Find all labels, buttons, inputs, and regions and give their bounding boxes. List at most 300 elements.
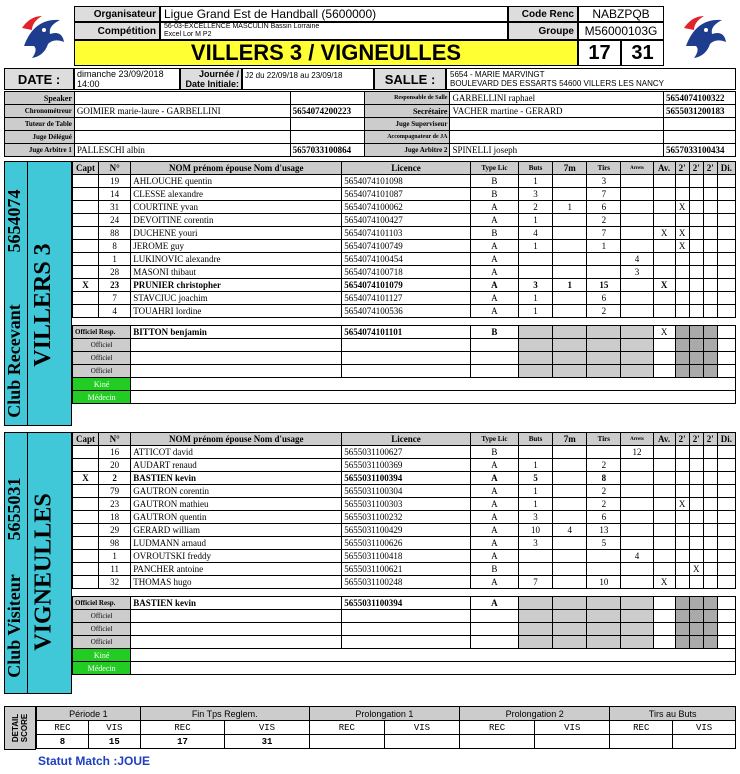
player-av bbox=[653, 446, 675, 459]
player-lic: 5655031100418 bbox=[342, 550, 471, 563]
player-arrets bbox=[621, 485, 653, 498]
spacer-cell bbox=[621, 589, 653, 597]
officiel-di bbox=[717, 352, 735, 365]
player-di bbox=[717, 524, 735, 537]
officiel-av bbox=[653, 352, 675, 365]
resp-salle-label: Responsable de Salle bbox=[364, 92, 450, 105]
score-vis-label: VIS bbox=[535, 721, 610, 735]
secretaire-name: VACHER martine - GERARD bbox=[450, 105, 664, 118]
officiel-d2 bbox=[689, 352, 703, 365]
player-type: A bbox=[470, 292, 518, 305]
score-period-header: Prolongation 1 bbox=[309, 707, 459, 721]
player-num: 23 bbox=[99, 498, 131, 511]
player-m7 bbox=[553, 485, 587, 498]
player-type: A bbox=[470, 253, 518, 266]
player-di bbox=[717, 472, 735, 485]
player-type: A bbox=[470, 550, 518, 563]
player-av bbox=[653, 459, 675, 472]
player-d1 bbox=[675, 537, 689, 550]
col-header-m7: 7m bbox=[553, 433, 587, 446]
score-rec-value: 8 bbox=[37, 735, 89, 749]
col-header-di: Di. bbox=[717, 162, 735, 175]
score-vis-value bbox=[535, 735, 610, 749]
score-vis-value bbox=[673, 735, 736, 749]
ffhb-logo-right bbox=[676, 8, 734, 66]
player-type: A bbox=[470, 266, 518, 279]
player-av bbox=[653, 305, 675, 318]
player-m7 bbox=[553, 576, 587, 589]
secretaire-licence: 5655031200183 bbox=[663, 105, 735, 118]
player-row bbox=[73, 266, 736, 279]
officiel-tirs bbox=[587, 623, 621, 636]
score-rec-label: REC bbox=[37, 721, 89, 735]
col-header-tirs: Tirs bbox=[587, 433, 621, 446]
player-d3 bbox=[703, 511, 717, 524]
player-nom: AUDART renaud bbox=[131, 459, 342, 472]
player-d1 bbox=[675, 175, 689, 188]
officiel-name bbox=[131, 636, 342, 649]
player-d1 bbox=[675, 279, 689, 292]
player-num: 98 bbox=[99, 537, 131, 550]
player-capt bbox=[73, 550, 99, 563]
player-nom: DUCHENE youri bbox=[131, 227, 342, 240]
player-type: A bbox=[470, 201, 518, 214]
player-num: 79 bbox=[99, 485, 131, 498]
player-d2 bbox=[689, 550, 703, 563]
player-tirs: 5 bbox=[587, 537, 621, 550]
score-period-header: Tirs au Buts bbox=[610, 707, 736, 721]
player-buts bbox=[518, 253, 552, 266]
officiel-resp-di bbox=[717, 326, 735, 339]
player-nom: THOMAS hugo bbox=[131, 576, 342, 589]
player-d3 bbox=[703, 253, 717, 266]
officiel-buts bbox=[518, 365, 552, 378]
medecin-label: Médecin bbox=[73, 391, 131, 404]
journee-value: J2 du 22/09/18 au 23/09/18 bbox=[242, 68, 374, 90]
player-tirs bbox=[587, 550, 621, 563]
player-d1 bbox=[675, 459, 689, 472]
officials-table bbox=[4, 91, 736, 157]
officiel-d3 bbox=[703, 352, 717, 365]
player-arrets bbox=[621, 537, 653, 550]
player-arrets: 4 bbox=[621, 550, 653, 563]
officiel-resp-buts bbox=[518, 597, 552, 610]
player-capt bbox=[73, 485, 99, 498]
officiel-d1 bbox=[675, 610, 689, 623]
player-nom: LUKINOVIC alexandre bbox=[131, 253, 342, 266]
officiel-d1 bbox=[675, 352, 689, 365]
col-header-d1: 2' bbox=[675, 162, 689, 175]
player-row bbox=[73, 292, 736, 305]
player-row bbox=[73, 188, 736, 201]
player-tirs: 2 bbox=[587, 305, 621, 318]
officiel-av bbox=[653, 623, 675, 636]
officiel-resp-licence: 5655031100394 bbox=[342, 597, 471, 610]
officiel-name bbox=[131, 365, 342, 378]
player-lic: 5654074101087 bbox=[342, 188, 471, 201]
organisateur-label: Organisateur bbox=[74, 6, 160, 22]
player-m7 bbox=[553, 292, 587, 305]
officiel-type bbox=[470, 623, 518, 636]
player-d1 bbox=[675, 511, 689, 524]
officiel-buts bbox=[518, 610, 552, 623]
player-row bbox=[73, 201, 736, 214]
player-di bbox=[717, 227, 735, 240]
player-capt bbox=[73, 292, 99, 305]
player-d3 bbox=[703, 576, 717, 589]
player-buts bbox=[518, 266, 552, 279]
player-tirs: 1 bbox=[587, 240, 621, 253]
officiel-resp-label: Officiel Resp. bbox=[73, 326, 131, 339]
player-lic: 5654074100062 bbox=[342, 201, 471, 214]
player-d2 bbox=[689, 511, 703, 524]
col-header-d2: 2' bbox=[689, 433, 703, 446]
player-av bbox=[653, 537, 675, 550]
col-header-d1: 2' bbox=[675, 433, 689, 446]
player-num: 11 bbox=[99, 563, 131, 576]
player-nom: MASONI thibaut bbox=[131, 266, 342, 279]
officiel-resp-d3 bbox=[703, 326, 717, 339]
player-buts: 1 bbox=[518, 485, 552, 498]
player-av bbox=[653, 563, 675, 576]
player-di bbox=[717, 175, 735, 188]
chrono-label: Chronométreur bbox=[5, 105, 75, 118]
officiel-resp-d3 bbox=[703, 597, 717, 610]
officiel-licence bbox=[342, 623, 471, 636]
home-roster-table bbox=[72, 161, 736, 404]
player-d2 bbox=[689, 485, 703, 498]
player-tirs: 10 bbox=[587, 576, 621, 589]
player-m7 bbox=[553, 498, 587, 511]
away-club-number: 5655031 bbox=[4, 477, 24, 541]
officiel-resp-d2 bbox=[689, 597, 703, 610]
officiel-label: Officiel bbox=[73, 339, 131, 352]
competition-label: Compétition bbox=[74, 22, 160, 40]
player-arrets bbox=[621, 214, 653, 227]
col-header-d3: 2' bbox=[703, 162, 717, 175]
officiel-d2 bbox=[689, 636, 703, 649]
home-club-label: Club Recevant bbox=[4, 304, 24, 418]
player-buts: 1 bbox=[518, 240, 552, 253]
date-line-2: 14:00 bbox=[77, 79, 100, 89]
player-av bbox=[653, 201, 675, 214]
player-di bbox=[717, 485, 735, 498]
player-arrets bbox=[621, 240, 653, 253]
player-num: 88 bbox=[99, 227, 131, 240]
spacer-cell bbox=[73, 589, 99, 597]
officiel-type bbox=[470, 339, 518, 352]
officiel-label: Officiel bbox=[73, 365, 131, 378]
arbitre2-label: Juge Arbitre 2 bbox=[364, 144, 450, 157]
score-period-header: Période 1 bbox=[37, 707, 141, 721]
player-lic: 5655031100627 bbox=[342, 446, 471, 459]
player-num: 1 bbox=[99, 550, 131, 563]
spacer-cell bbox=[675, 318, 689, 326]
player-type: A bbox=[470, 472, 518, 485]
player-arrets bbox=[621, 472, 653, 485]
officiel-d1 bbox=[675, 339, 689, 352]
officiel-resp-tirs bbox=[587, 597, 621, 610]
match-title: VILLERS 3 / VIGNEULLES bbox=[74, 40, 578, 66]
player-d3 bbox=[703, 188, 717, 201]
player-type: A bbox=[470, 576, 518, 589]
player-nom: JEROME guy bbox=[131, 240, 342, 253]
player-tirs: 7 bbox=[587, 188, 621, 201]
officiel-d1 bbox=[675, 365, 689, 378]
player-lic: 5655031100304 bbox=[342, 485, 471, 498]
player-d3 bbox=[703, 498, 717, 511]
salle-line-1: 5654 - MARIE MARVINGT bbox=[450, 70, 545, 79]
journee-label-line-2: Date Initiale: bbox=[185, 79, 239, 89]
officiel-resp-d1 bbox=[675, 597, 689, 610]
player-nom: BASTIEN kevin bbox=[131, 472, 342, 485]
officiel-type bbox=[470, 352, 518, 365]
code-renc-value: NABZPQB bbox=[578, 6, 664, 22]
player-capt bbox=[73, 459, 99, 472]
player-arrets bbox=[621, 201, 653, 214]
player-d1 bbox=[675, 472, 689, 485]
player-arrets bbox=[621, 563, 653, 576]
player-tirs: 8 bbox=[587, 472, 621, 485]
organisateur-value: Ligue Grand Est de Handball (5600000) bbox=[160, 6, 508, 22]
spacer-cell bbox=[653, 589, 675, 597]
player-buts: 1 bbox=[518, 292, 552, 305]
player-m7 bbox=[553, 446, 587, 459]
player-d2: X bbox=[689, 563, 703, 576]
player-d1 bbox=[675, 305, 689, 318]
player-arrets bbox=[621, 188, 653, 201]
officiel-av bbox=[653, 636, 675, 649]
player-lic: 5655031100394 bbox=[342, 472, 471, 485]
player-tirs: 2 bbox=[587, 214, 621, 227]
secretaire-label: Secrétaire bbox=[364, 105, 450, 118]
kine-label: Kiné bbox=[73, 649, 131, 662]
player-num: 7 bbox=[99, 292, 131, 305]
col-header-buts: Buts bbox=[518, 433, 552, 446]
player-m7 bbox=[553, 253, 587, 266]
officiel-arrets bbox=[621, 352, 653, 365]
player-capt bbox=[73, 266, 99, 279]
medecin-row bbox=[131, 391, 736, 404]
player-av bbox=[653, 188, 675, 201]
player-num: 28 bbox=[99, 266, 131, 279]
officiel-av bbox=[653, 365, 675, 378]
player-d3 bbox=[703, 292, 717, 305]
officiel-di bbox=[717, 636, 735, 649]
player-d1 bbox=[675, 266, 689, 279]
date-line-1: dimanche 23/09/2018 bbox=[77, 69, 164, 79]
officiel-d3 bbox=[703, 623, 717, 636]
player-row bbox=[73, 550, 736, 563]
player-row bbox=[73, 214, 736, 227]
player-tirs: 2 bbox=[587, 459, 621, 472]
resp-salle-name: GARBELLINI raphael bbox=[450, 92, 664, 105]
player-m7 bbox=[553, 266, 587, 279]
player-m7: 1 bbox=[553, 201, 587, 214]
score-rec-value bbox=[610, 735, 673, 749]
player-tirs: 7 bbox=[587, 227, 621, 240]
officiel-d2 bbox=[689, 365, 703, 378]
player-row bbox=[73, 279, 736, 292]
player-tirs: 6 bbox=[587, 201, 621, 214]
col-header-licence: Licence bbox=[342, 162, 471, 175]
officiel-di bbox=[717, 339, 735, 352]
player-di bbox=[717, 498, 735, 511]
officiel-arrets bbox=[621, 365, 653, 378]
player-d1 bbox=[675, 214, 689, 227]
officiel-di bbox=[717, 610, 735, 623]
juge-delegue-label: Juge Délégué bbox=[5, 131, 75, 144]
score-period-header: Fin Tps Reglem. bbox=[140, 707, 309, 721]
player-di bbox=[717, 188, 735, 201]
officiel-m7 bbox=[553, 623, 587, 636]
player-tirs: 15 bbox=[587, 279, 621, 292]
player-m7 bbox=[553, 214, 587, 227]
officiel-tirs bbox=[587, 339, 621, 352]
player-row bbox=[73, 175, 736, 188]
spacer-cell bbox=[703, 318, 717, 326]
player-arrets: 12 bbox=[621, 446, 653, 459]
speaker-label: Speaker bbox=[5, 92, 75, 105]
player-d2 bbox=[689, 188, 703, 201]
player-capt bbox=[73, 188, 99, 201]
player-type: B bbox=[470, 188, 518, 201]
officiel-d3 bbox=[703, 610, 717, 623]
player-di bbox=[717, 240, 735, 253]
player-num: 24 bbox=[99, 214, 131, 227]
player-d2 bbox=[689, 524, 703, 537]
player-d3 bbox=[703, 279, 717, 292]
player-buts: 1 bbox=[518, 175, 552, 188]
col-header-capt: Capt bbox=[73, 433, 99, 446]
player-type: A bbox=[470, 214, 518, 227]
player-row bbox=[73, 537, 736, 550]
officiel-resp-licence: 5654074101101 bbox=[342, 326, 471, 339]
player-lic: 5655031100369 bbox=[342, 459, 471, 472]
officiel-arrets bbox=[621, 623, 653, 636]
player-buts: 7 bbox=[518, 576, 552, 589]
player-arrets bbox=[621, 511, 653, 524]
officiel-d2 bbox=[689, 339, 703, 352]
spacer-cell bbox=[73, 318, 99, 326]
score-rec-value bbox=[309, 735, 384, 749]
player-di bbox=[717, 511, 735, 524]
player-d1 bbox=[675, 485, 689, 498]
spacer-cell bbox=[518, 589, 552, 597]
spacer-cell bbox=[553, 589, 587, 597]
player-d1: X bbox=[675, 201, 689, 214]
player-buts: 3 bbox=[518, 279, 552, 292]
away-club-name: VIGNEULLES bbox=[30, 493, 57, 651]
player-d2 bbox=[689, 498, 703, 511]
player-nom: OVROUTSKI freddy bbox=[131, 550, 342, 563]
spacer-cell bbox=[470, 318, 518, 326]
player-d1 bbox=[675, 446, 689, 459]
player-nom: DEVOITINE corentin bbox=[131, 214, 342, 227]
chrono-licence: 5654074200223 bbox=[290, 105, 364, 118]
player-d2 bbox=[689, 292, 703, 305]
col-header-av: Av. bbox=[653, 162, 675, 175]
player-tirs bbox=[587, 563, 621, 576]
player-tirs: 2 bbox=[587, 498, 621, 511]
officiel-d1 bbox=[675, 623, 689, 636]
col-header-d2: 2' bbox=[689, 162, 703, 175]
player-row bbox=[73, 485, 736, 498]
player-lic: 5654074100427 bbox=[342, 214, 471, 227]
player-capt bbox=[73, 240, 99, 253]
player-d2 bbox=[689, 472, 703, 485]
player-row bbox=[73, 511, 736, 524]
date-value bbox=[74, 68, 180, 90]
player-buts bbox=[518, 550, 552, 563]
player-num: 8 bbox=[99, 240, 131, 253]
score-rec-value: 17 bbox=[140, 735, 224, 749]
player-capt bbox=[73, 305, 99, 318]
col-header-nom: NOM prénom épouse Nom d'usage bbox=[131, 433, 342, 446]
player-buts: 1 bbox=[518, 214, 552, 227]
player-d2 bbox=[689, 240, 703, 253]
player-buts: 1 bbox=[518, 498, 552, 511]
player-lic: 5654074100749 bbox=[342, 240, 471, 253]
col-header-d3: 2' bbox=[703, 433, 717, 446]
player-av bbox=[653, 550, 675, 563]
player-buts: 3 bbox=[518, 537, 552, 550]
player-buts: 1 bbox=[518, 305, 552, 318]
player-m7 bbox=[553, 511, 587, 524]
player-arrets bbox=[621, 175, 653, 188]
player-d1 bbox=[675, 563, 689, 576]
player-num: 32 bbox=[99, 576, 131, 589]
player-capt bbox=[73, 214, 99, 227]
player-arrets bbox=[621, 524, 653, 537]
competition-line-1: 56-03-EXCELLENCE MASCULIN Bassin Lorraine bbox=[164, 23, 320, 30]
competition-line-2: Excel Lor M P2 bbox=[164, 31, 212, 38]
player-type: A bbox=[470, 524, 518, 537]
salle-value bbox=[446, 68, 736, 90]
player-lic: 5654074101098 bbox=[342, 175, 471, 188]
player-d1: X bbox=[675, 227, 689, 240]
player-capt bbox=[73, 524, 99, 537]
col-header-di: Di. bbox=[717, 433, 735, 446]
spacer-cell bbox=[99, 318, 131, 326]
player-av bbox=[653, 292, 675, 305]
player-tirs bbox=[587, 266, 621, 279]
player-d3 bbox=[703, 214, 717, 227]
officiel-licence bbox=[342, 636, 471, 649]
player-lic: 5655031100626 bbox=[342, 537, 471, 550]
officiel-arrets bbox=[621, 339, 653, 352]
score-rec-label: REC bbox=[140, 721, 224, 735]
player-nom: STAVCIUC joachim bbox=[131, 292, 342, 305]
player-av bbox=[653, 485, 675, 498]
player-d1 bbox=[675, 188, 689, 201]
officiel-av bbox=[653, 610, 675, 623]
score-detail-table bbox=[36, 706, 736, 749]
officiel-licence bbox=[342, 610, 471, 623]
spacer-cell bbox=[653, 318, 675, 326]
player-type: A bbox=[470, 537, 518, 550]
player-tirs bbox=[587, 446, 621, 459]
player-d3 bbox=[703, 227, 717, 240]
score-away: 31 bbox=[621, 40, 664, 66]
officiel-buts bbox=[518, 623, 552, 636]
officiel-label: Officiel bbox=[73, 352, 131, 365]
player-d1: X bbox=[675, 498, 689, 511]
col-header-num: N° bbox=[99, 162, 131, 175]
player-num: 14 bbox=[99, 188, 131, 201]
player-lic: 5655031100232 bbox=[342, 511, 471, 524]
player-nom: PRUNIER christopher bbox=[131, 279, 342, 292]
